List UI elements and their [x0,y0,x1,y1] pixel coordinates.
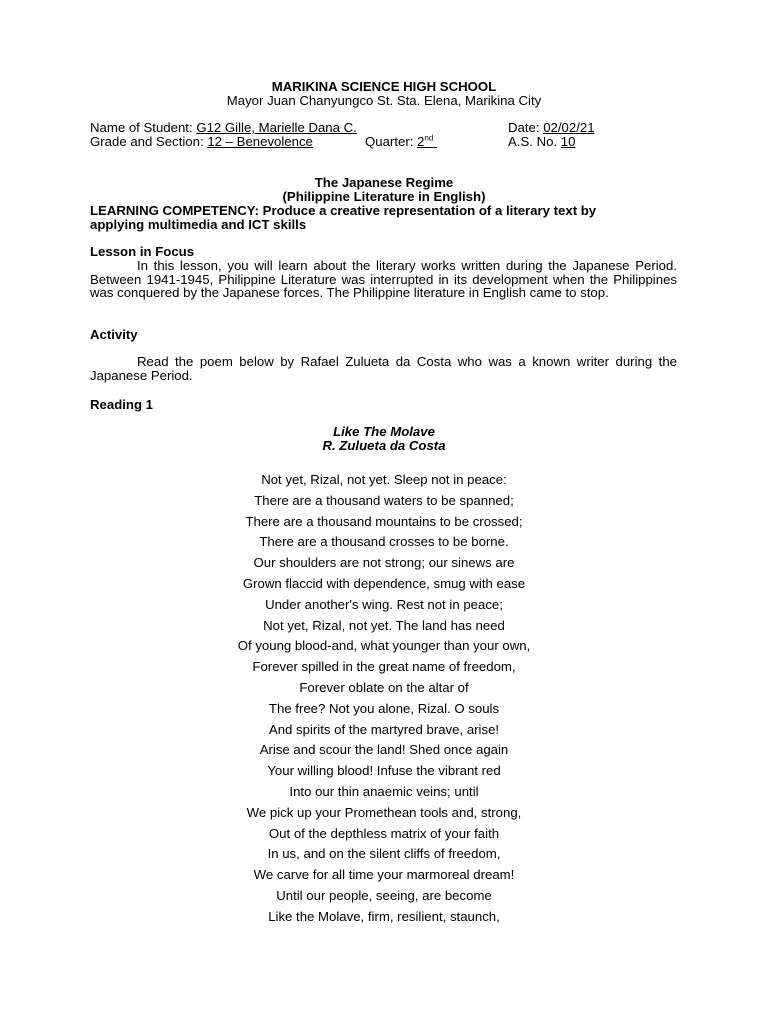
reading-heading: Reading 1 [90,397,154,412]
learning-competency-line2: applying multimedia and ICT skills [90,217,307,232]
quarter-label: Quarter: [365,134,414,149]
grade-section-row [90,134,313,149]
poem-author: R. Zulueta da Costa [322,438,446,453]
grade-section-value: 12 – Benevolence [207,134,313,149]
as-no-label: A.S. No. [508,134,558,149]
as-no-row [508,134,575,149]
lesson-title: The Japanese Regime [314,175,454,190]
poem-line: We pick up your Promethean tools and, strong, [246,804,522,820]
poem-line: Grown flaccid with dependence, smug with ease [242,575,526,591]
poem-line: We carve for all time your marmoreal dream! [253,867,515,883]
poem-line: Of young blood-and, what younger than your own, [237,638,531,654]
poem-line: Out of the depthless matrix of your faith [268,825,500,841]
poem-line: Our shoulders are not strong; our sinews are [253,555,515,571]
student-name-row [90,120,357,135]
as-no-value: 10 [560,134,576,149]
poem-line: Arise and scour the land! Shed once again [259,742,509,758]
poem-line: Your willing blood! Infuse the vibrant red [267,763,501,779]
poem-line: There are a thousand waters to be spanned; [254,492,514,508]
quarter-value: 2nd [417,133,434,149]
poem-line: The free? Not you alone, Rizal. O souls [268,700,500,716]
student-name-value: G12 Gille, Marielle Dana C. [196,120,357,135]
lesson-focus-paragraph: In this lesson, you will learn about the literary works written during the Japanese Period. Between 1941-1945, Philippine Literature was interrupted in its development when the Philippines was conquered by the Japanese forces. The Philippine literature in English came to stop. [90,258,677,301]
school-name: MARIKINA SCIENCE HIGH SCHOOL [271,79,497,94]
date-value: 02/02/21 [543,120,595,135]
student-name-label: Name of Student: [90,120,193,135]
activity-paragraph: Read the poem below by Rafael Zulueta da Costa who was a known writer during the Japanese Period. [90,354,677,383]
poem-line: Into our thin anaemic veins; until [289,783,479,799]
learning-competency-line1: LEARNING COMPETENCY: Produce a creative representation of a literary text by [90,203,597,218]
quarter-suffix: nd [424,133,434,143]
poem-line: And spirits of the martyred brave, arise! [268,721,500,737]
grade-section-label: Grade and Section: [90,134,204,149]
poem-line: Until our people, seeing, are become [276,887,492,903]
poem-line: Not yet, Rizal, not yet. The land has need [263,617,505,633]
poem-line: In us, and on the silent cliffs of freedom, [267,846,501,862]
activity-heading: Activity [90,327,138,342]
poem-body [0,472,768,930]
poem-line: Forever spilled in the great name of freedom, [252,659,516,675]
quarter-row [365,134,437,149]
lesson-focus-heading: Lesson in Focus [90,244,195,259]
poem-line: Not yet, Rizal, not yet. Sleep not in peace: [261,472,507,487]
poem-title: Like The Molave [333,424,435,439]
school-address: Mayor Juan Chanyungco St. Sta. Elena, Marikina City [226,93,542,108]
poem-line: Like the Molave, firm, resilient, staunch, [268,908,500,924]
date-label: Date: [508,120,540,135]
date-row [508,120,595,135]
poem-line: There are a thousand mountains to be crossed; [245,513,523,529]
poem-line: Under another's wing. Rest not in peace; [265,596,503,612]
poem-line: There are a thousand crosses to be borne. [259,534,509,550]
lesson-subtitle: (Philippine Literature in English) [282,189,486,204]
poem-line: Forever oblate on the altar of [299,679,469,695]
